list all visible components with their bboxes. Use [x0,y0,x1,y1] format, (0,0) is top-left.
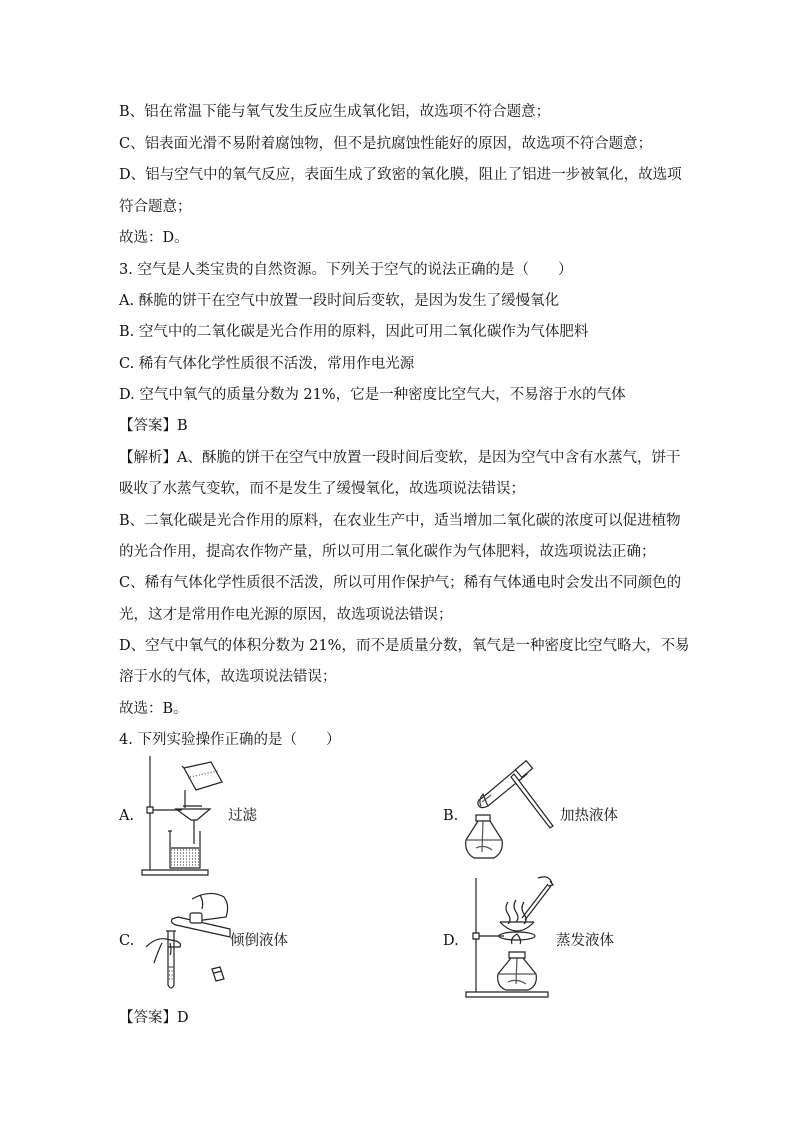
q4-option-d-figure [462,872,562,1000]
q3-choice: 故选：B。 [119,701,188,717]
q3-analysis-b-line2: 的光合作用，提高农作物产量，所以可用二氧化碳作为气体肥料，故选项说法正确； [119,544,656,560]
q3-option-b: B. 空气中的二氧化碳是光合作用的原料，因此可用二氧化碳作为气体肥料 [119,324,589,340]
q4-option-d-letter: D. [443,933,459,949]
q2-option-d-analysis-line1: D、铝与空气中的氧气反应，表面生成了致密的氧化膜，阻止了铝进一步被氧化，故选项 [119,167,682,183]
q4-option-b-label: 加热液体 [560,808,618,824]
q4-option-c-label: 倾倒液体 [230,933,288,949]
evaporating-liquid-apparatus-icon [462,872,562,1000]
q3-option-d: D. 空气中氧气的质量分数为 21%，它是一种密度比空气大，不易溶于水的气体 [119,387,626,403]
q3-analysis-a-line2: 吸收了水蒸气变软，而不是发生了缓慢氧化，故选项说法错误； [119,481,525,497]
pouring-liquid-apparatus-icon [140,885,240,995]
q4-answer: 【答案】D [119,1010,189,1026]
q4-option-a-figure [138,752,230,877]
filtration-apparatus-icon [138,752,230,877]
q3-analysis-d-line2: 溶于水的气体，故选项说法错误； [119,669,337,685]
q4-option-d-label: 蒸发液体 [556,933,614,949]
q3-analysis-c-line2: 光，这才是常用作电光源的原因，故选项说法错误； [119,607,453,623]
q3-analysis-c-line1: C、稀有气体化学性质很不活泼，所以可用作保护气；稀有气体通电时会发出不同颜色的 [119,575,682,591]
q3-analysis-a-line1: 【解析】A、酥脆的饼干在空气中放置一段时间后变软，是因为空气中含有水蒸气，饼干 [119,450,681,466]
q3-analysis-b-line1: B、二氧化碳是光合作用的原料，在农业生产中，适当增加二氧化碳的浓度可以促进植物 [119,513,681,529]
q4-option-a-label: 过滤 [228,808,257,824]
q2-option-b-analysis: B、铝在常温下能与氧气发生反应生成氧化铝，故选项不符合题意； [119,104,551,120]
q3-option-c: C. 稀有气体化学性质很不活泼，常用作电光源 [119,356,415,372]
q3-option-a: A. 酥脆的饼干在空气中放置一段时间后变软，是因为发生了缓慢氧化 [119,293,560,309]
q2-choice: 故选：D。 [119,230,189,246]
q2-option-c-analysis: C、铝表面光滑不易附着腐蚀物，但不是抗腐蚀性能好的原因，故选项不符合题意； [119,136,653,152]
q4-option-c-letter: C. [119,933,135,949]
q2-option-d-analysis-line2: 符合题意； [119,199,192,215]
heating-liquid-apparatus-icon [460,760,560,870]
q3-answer: 【答案】B [119,418,188,434]
q4-option-c-figure [140,885,240,995]
q3-stem: 3. 空气是人类宝贵的自然资源。下列关于空气的说法正确的是（ ） [119,262,573,278]
q3-analysis-d-line1: D、空气中氧气的体积分数为 21%，而不是质量分数，氧气是一种密度比空气略大，不易 [119,638,690,654]
q4-stem: 4. 下列实验操作正确的是（ ） [119,732,341,748]
q4-option-b-letter: B. [443,808,459,824]
q4-option-a-letter: A. [119,808,135,824]
q4-option-b-figure [460,760,560,870]
